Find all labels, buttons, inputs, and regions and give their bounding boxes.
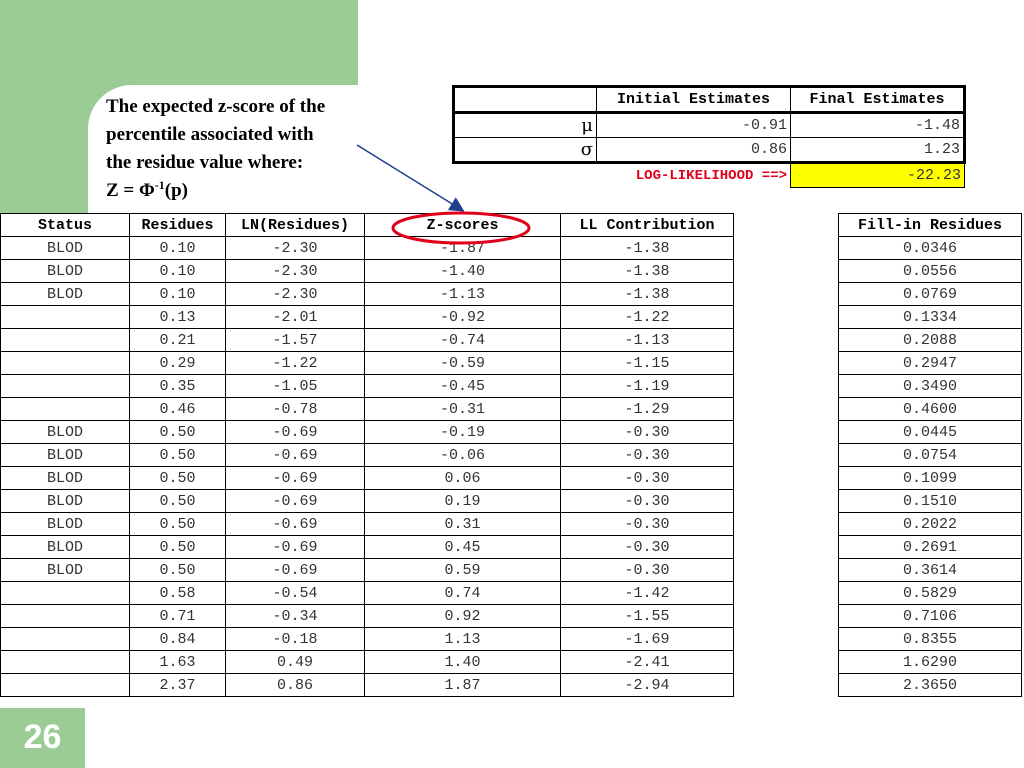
ln-residue-cell[interactable]: -0.69 (226, 467, 365, 490)
callout-formula (106, 177, 376, 205)
ln-residue-cell[interactable]: -0.18 (226, 628, 365, 651)
callout-line-2: percentile associated with (106, 124, 314, 145)
fill-in-value-cell[interactable]: 0.2088 (839, 329, 1022, 352)
status-cell[interactable] (1, 329, 130, 352)
ll-contribution-cell[interactable]: -1.15 (561, 352, 734, 375)
status-cell[interactable] (1, 375, 130, 398)
fill-in-row (839, 536, 1022, 559)
fill-in-value-cell[interactable]: 0.7106 (839, 605, 1022, 628)
ll-contribution-cell[interactable]: -0.30 (561, 536, 734, 559)
table-row (1, 421, 734, 444)
status-cell[interactable] (1, 306, 130, 329)
fill-in-value-cell[interactable]: 1.6290 (839, 651, 1022, 674)
z-score-cell[interactable]: -0.92 (365, 306, 561, 329)
residue-cell[interactable]: 0.50 (130, 421, 226, 444)
residue-cell[interactable]: 2.37 (130, 674, 226, 697)
fill-in-value-cell[interactable]: 0.0754 (839, 444, 1022, 467)
fill-in-row (839, 237, 1022, 260)
ll-contribution-cell[interactable]: -1.38 (561, 283, 734, 306)
fill-in-value-cell[interactable]: 2.3650 (839, 674, 1022, 697)
residue-cell[interactable]: 0.10 (130, 283, 226, 306)
ln-residue-cell[interactable]: 0.86 (226, 674, 365, 697)
ln-residue-cell[interactable]: -2.30 (226, 237, 365, 260)
final-estimates-header: Final Estimates (791, 87, 965, 113)
ln-residue-cell[interactable]: -1.05 (226, 375, 365, 398)
fill-in-value-cell[interactable]: 0.1510 (839, 490, 1022, 513)
initial-sigma-value[interactable]: 0.86 (597, 138, 791, 163)
ln-residue-cell[interactable]: -0.69 (226, 490, 365, 513)
ll-contribution-cell[interactable]: -1.38 (561, 237, 734, 260)
fill-in-value-cell[interactable]: 0.4600 (839, 398, 1022, 421)
status-cell[interactable]: BLOD (1, 260, 130, 283)
ll-contribution-cell[interactable]: -1.13 (561, 329, 734, 352)
residue-cell[interactable]: 0.71 (130, 605, 226, 628)
table-row (1, 375, 734, 398)
z-score-cell[interactable]: -0.19 (365, 421, 561, 444)
fill-in-value-cell[interactable]: 0.1334 (839, 306, 1022, 329)
residue-cell[interactable]: 0.50 (130, 513, 226, 536)
status-cell[interactable]: BLOD (1, 559, 130, 582)
formula-prefix: Z = Φ (106, 180, 155, 201)
fill-in-row (839, 329, 1022, 352)
fill-in-row (839, 444, 1022, 467)
ln-residue-cell[interactable]: -0.54 (226, 582, 365, 605)
fill-in-value-cell[interactable]: 0.3614 (839, 559, 1022, 582)
residue-cell[interactable]: 0.58 (130, 582, 226, 605)
table-row (1, 398, 734, 421)
status-header: Status (1, 214, 130, 237)
ln-residue-cell[interactable]: -2.01 (226, 306, 365, 329)
status-cell[interactable] (1, 628, 130, 651)
z-score-cell[interactable]: -0.74 (365, 329, 561, 352)
formula-exponent: -1 (154, 178, 165, 192)
residues-header: Residues (130, 214, 226, 237)
fill-in-row (839, 582, 1022, 605)
loglik-label: LOG-LIKELIHOOD ==> (635, 167, 787, 184)
residue-cell[interactable]: 0.29 (130, 352, 226, 375)
fill-in-row (839, 490, 1022, 513)
residue-cell[interactable]: 0.35 (130, 375, 226, 398)
table-row (1, 283, 734, 306)
ll-contribution-header: LL Contribution (561, 214, 734, 237)
ll-contribution-cell[interactable]: -0.30 (561, 559, 734, 582)
initial-mu-value[interactable]: -0.91 (597, 113, 791, 138)
status-cell[interactable]: BLOD (1, 444, 130, 467)
fill-in-row (839, 559, 1022, 582)
status-cell[interactable]: BLOD (1, 237, 130, 260)
ln-residue-cell[interactable]: -0.69 (226, 559, 365, 582)
table-row (1, 674, 734, 697)
z-score-cell[interactable]: -1.87 (365, 237, 561, 260)
residue-cell[interactable]: 0.46 (130, 398, 226, 421)
fill-in-value-cell[interactable]: 0.0769 (839, 283, 1022, 306)
z-score-cell[interactable]: -0.06 (365, 444, 561, 467)
fill-in-value-cell[interactable]: 0.8355 (839, 628, 1022, 651)
fill-in-residues-header: Fill-in Residues (839, 214, 1022, 237)
status-cell[interactable] (1, 651, 130, 674)
ln-residue-cell[interactable]: -2.30 (226, 283, 365, 306)
fill-in-value-cell[interactable]: 0.2022 (839, 513, 1022, 536)
fill-in-row (839, 605, 1022, 628)
residue-cell[interactable]: 0.13 (130, 306, 226, 329)
estimates-row-mu (454, 113, 965, 138)
ll-contribution-cell[interactable]: -1.19 (561, 375, 734, 398)
loglik-value[interactable]: -22.23 (791, 163, 965, 188)
status-cell[interactable]: BLOD (1, 467, 130, 490)
ln-residues-header: LN(Residues) (226, 214, 365, 237)
status-cell[interactable]: BLOD (1, 536, 130, 559)
z-score-cell[interactable]: 0.92 (365, 605, 561, 628)
status-cell[interactable]: BLOD (1, 490, 130, 513)
ln-residue-cell[interactable]: -1.57 (226, 329, 365, 352)
z-score-cell[interactable]: 0.59 (365, 559, 561, 582)
fill-in-row (839, 260, 1022, 283)
residue-cell[interactable]: 0.50 (130, 536, 226, 559)
table-row (1, 444, 734, 467)
table-row (1, 490, 734, 513)
table-row (1, 651, 734, 674)
ln-residue-cell[interactable]: 0.49 (226, 651, 365, 674)
ln-residue-cell[interactable]: -0.69 (226, 421, 365, 444)
z-score-cell[interactable]: 0.06 (365, 467, 561, 490)
z-score-cell[interactable]: -1.40 (365, 260, 561, 283)
fill-in-value-cell[interactable]: 0.2947 (839, 352, 1022, 375)
callout-text (106, 93, 376, 205)
ll-contribution-cell[interactable]: -1.22 (561, 306, 734, 329)
z-score-cell[interactable]: 0.31 (365, 513, 561, 536)
ln-residue-cell[interactable]: -1.22 (226, 352, 365, 375)
fill-in-header-row (839, 214, 1022, 237)
z-score-cell[interactable]: 0.45 (365, 536, 561, 559)
z-score-cell[interactable]: 1.87 (365, 674, 561, 697)
param-sigma-label: σ (454, 138, 597, 163)
fill-in-row (839, 352, 1022, 375)
fill-in-residues-table (838, 213, 1022, 697)
fill-in-row (839, 674, 1022, 697)
z-score-cell[interactable]: -0.31 (365, 398, 561, 421)
fill-in-row (839, 513, 1022, 536)
initial-estimates-header: Initial Estimates (597, 87, 791, 113)
table-row (1, 559, 734, 582)
fill-in-value-cell[interactable]: 0.5829 (839, 582, 1022, 605)
z-score-cell[interactable]: 0.19 (365, 490, 561, 513)
ll-contribution-cell[interactable]: -1.38 (561, 260, 734, 283)
formula-suffix: (p) (164, 180, 188, 201)
ll-contribution-cell[interactable]: -2.94 (561, 674, 734, 697)
ll-contribution-cell[interactable]: -0.30 (561, 421, 734, 444)
table-row (1, 306, 734, 329)
residues-table (0, 213, 734, 697)
ll-contribution-cell[interactable]: -1.29 (561, 398, 734, 421)
ll-contribution-cell[interactable]: -0.30 (561, 490, 734, 513)
table-row (1, 352, 734, 375)
ln-residue-cell[interactable]: -0.69 (226, 513, 365, 536)
status-cell[interactable] (1, 398, 130, 421)
fill-in-value-cell[interactable]: 0.0445 (839, 421, 1022, 444)
fill-in-value-cell[interactable]: 0.2691 (839, 536, 1022, 559)
ln-residue-cell[interactable]: -0.69 (226, 444, 365, 467)
z-score-cell[interactable]: 1.40 (365, 651, 561, 674)
estimates-table (452, 85, 966, 188)
ln-residue-cell[interactable]: -0.78 (226, 398, 365, 421)
table-row (1, 237, 734, 260)
ln-residue-cell[interactable]: -0.34 (226, 605, 365, 628)
z-score-cell[interactable]: -1.13 (365, 283, 561, 306)
z-score-cell[interactable]: -0.45 (365, 375, 561, 398)
table-row (1, 536, 734, 559)
fill-in-row (839, 421, 1022, 444)
status-cell[interactable] (1, 605, 130, 628)
loglik-blank-cell (454, 163, 597, 188)
estimates-corner-cell (454, 87, 597, 113)
ll-contribution-cell[interactable]: -0.30 (561, 444, 734, 467)
estimates-header-row (454, 87, 965, 113)
status-cell[interactable]: BLOD (1, 421, 130, 444)
loglik-row (454, 163, 965, 188)
residue-cell[interactable]: 0.50 (130, 467, 226, 490)
z-scores-header: Z-scores (365, 214, 561, 237)
ll-contribution-cell[interactable]: -1.42 (561, 582, 734, 605)
status-cell[interactable] (1, 674, 130, 697)
param-mu-label: μ (454, 113, 597, 138)
fill-in-row (839, 375, 1022, 398)
callout-line-3: the residue value where: (106, 152, 304, 173)
ln-residue-cell[interactable]: -0.69 (226, 536, 365, 559)
z-score-cell[interactable]: -0.59 (365, 352, 561, 375)
residue-cell[interactable]: 0.10 (130, 260, 226, 283)
table-row (1, 260, 734, 283)
fill-in-row (839, 651, 1022, 674)
fill-in-value-cell[interactable]: 0.3490 (839, 375, 1022, 398)
page-number: 26 (23, 718, 62, 756)
status-cell[interactable] (1, 582, 130, 605)
residue-cell[interactable]: 0.21 (130, 329, 226, 352)
ll-contribution-cell[interactable]: -1.69 (561, 628, 734, 651)
residue-cell[interactable]: 0.10 (130, 237, 226, 260)
z-score-cell[interactable]: 1.13 (365, 628, 561, 651)
fill-in-value-cell[interactable]: 0.1099 (839, 467, 1022, 490)
fill-in-row (839, 628, 1022, 651)
fill-in-value-cell[interactable]: 0.0556 (839, 260, 1022, 283)
estimates-row-sigma (454, 138, 965, 163)
table-row (1, 605, 734, 628)
z-score-cell[interactable]: 0.74 (365, 582, 561, 605)
table-row (1, 329, 734, 352)
residue-cell[interactable]: 1.63 (130, 651, 226, 674)
table-row (1, 467, 734, 490)
final-mu-value[interactable]: -1.48 (791, 113, 965, 138)
ll-contribution-cell[interactable]: -1.55 (561, 605, 734, 628)
residues-header-row (1, 214, 734, 237)
fill-in-row (839, 283, 1022, 306)
callout-line-1: The expected z-score of the (106, 96, 326, 117)
status-cell[interactable]: BLOD (1, 513, 130, 536)
table-row (1, 582, 734, 605)
residue-cell[interactable]: 0.50 (130, 444, 226, 467)
final-sigma-value[interactable]: 1.23 (791, 138, 965, 163)
ll-contribution-cell[interactable]: -0.30 (561, 513, 734, 536)
ll-contribution-cell[interactable]: -0.30 (561, 467, 734, 490)
table-row (1, 628, 734, 651)
table-row (1, 513, 734, 536)
fill-in-row (839, 306, 1022, 329)
fill-in-value-cell[interactable]: 0.0346 (839, 237, 1022, 260)
residue-cell[interactable]: 0.50 (130, 559, 226, 582)
fill-in-row (839, 467, 1022, 490)
ln-residue-cell[interactable]: -2.30 (226, 260, 365, 283)
ll-contribution-cell[interactable]: -2.41 (561, 651, 734, 674)
fill-in-row (839, 398, 1022, 421)
status-cell[interactable] (1, 352, 130, 375)
residue-cell[interactable]: 0.84 (130, 628, 226, 651)
residue-cell[interactable]: 0.50 (130, 490, 226, 513)
status-cell[interactable]: BLOD (1, 283, 130, 306)
